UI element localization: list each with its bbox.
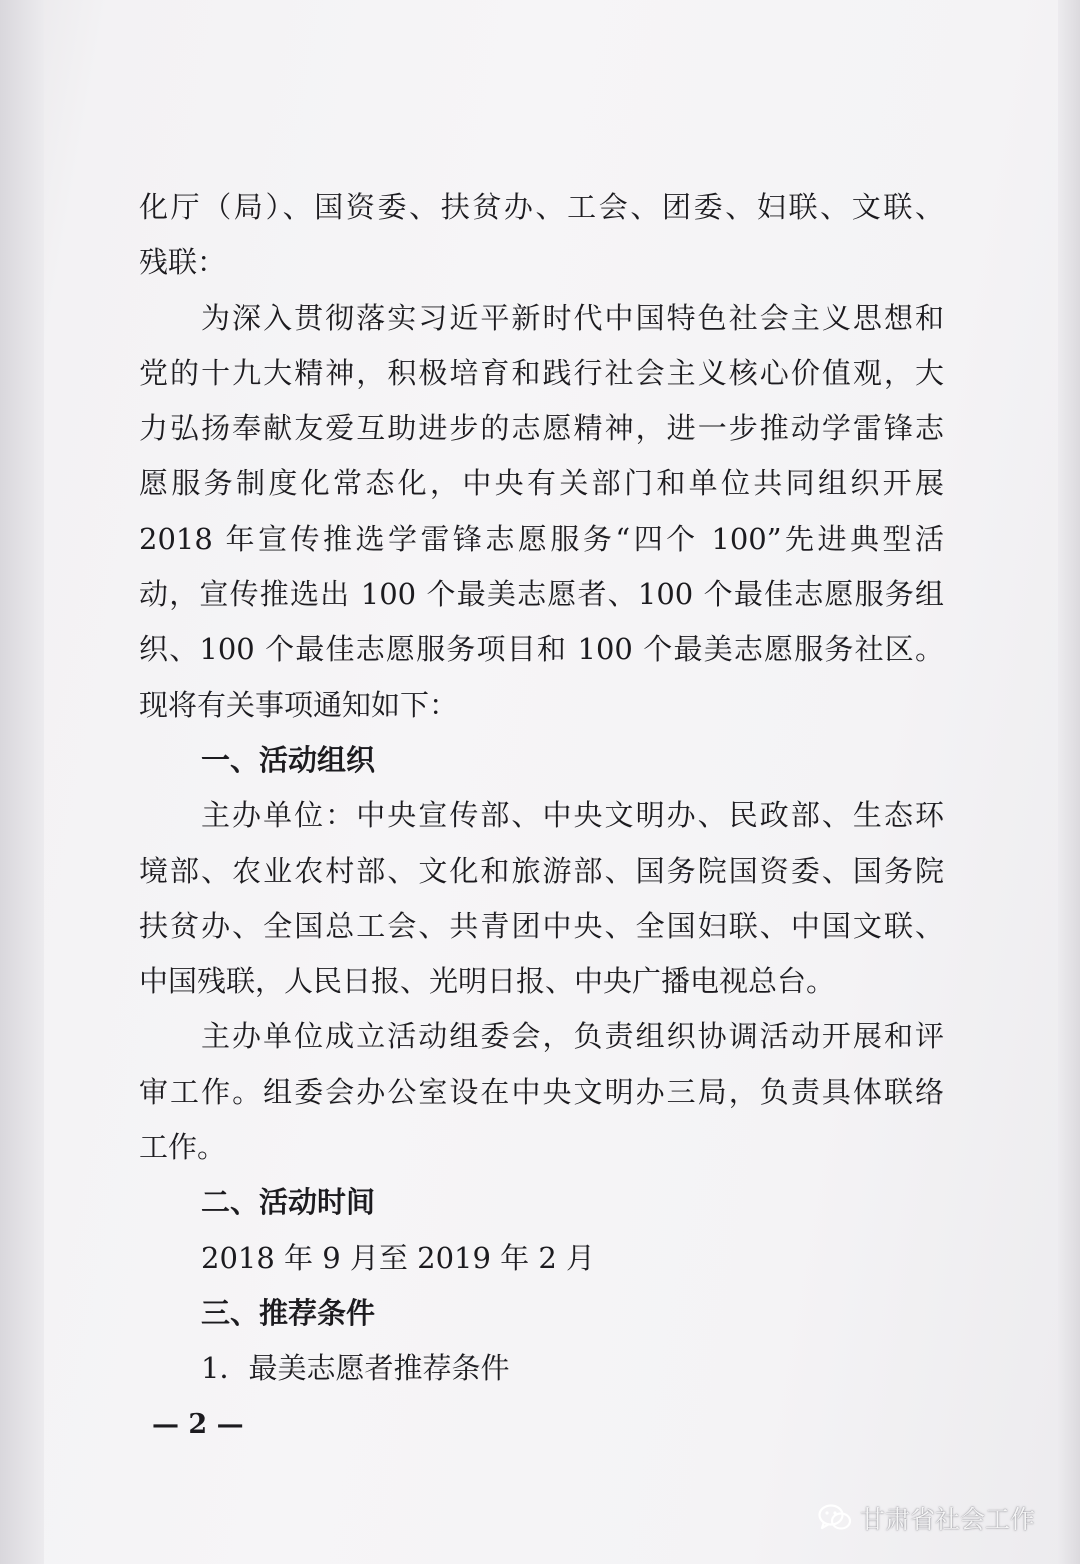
page-shadow-right <box>1058 0 1080 1564</box>
body-line: 残联： <box>139 245 227 280</box>
paragraph-first-line: 主办单位：中央宣传部、中央文明办、民政部、生态环 <box>201 798 944 833</box>
body-line: 2018 年 9 月至 2019 年 2 月 <box>201 1240 596 1275</box>
section-heading: 二、活动时间 <box>201 1185 376 1220</box>
body-line: 审工作。组委会办公室设在中央文明办三局，负责具体联络 <box>139 1074 944 1109</box>
body-line: 中国残联，人民日报、光明日报、中央广播电视总台。 <box>139 964 836 999</box>
body-line: 2018 年宣传推选学雷锋志愿服务“四个 100”先进典型活 <box>139 521 944 556</box>
body-line: 工作。 <box>139 1130 227 1165</box>
document-body <box>139 180 944 1397</box>
paragraph-first-line: 为深入贯彻落实习近平新时代中国特色社会主义思想和 <box>201 300 944 335</box>
body-line: 境部、农业农村部、文化和旅游部、国务院国资委、国务院 <box>139 853 944 888</box>
body-line: 党的十九大精神，积极培育和践行社会主义核心价值观，大 <box>139 355 944 390</box>
body-line: 动，宣传推选出 100 个最美志愿者、100 个最佳志愿服务组 <box>139 577 944 612</box>
body-line: 力弘扬奉献友爱互助进步的志愿精神，进一步推动学雷锋志 <box>139 411 944 446</box>
paragraph-first-line: 主办单位成立活动组委会，负责组织协调活动开展和评 <box>201 1019 944 1054</box>
page-number: — 2 — <box>152 1409 244 1440</box>
body-line: 扶贫办、全国总工会、共青团中央、全国妇联、中国文联、 <box>139 908 944 943</box>
watermark <box>818 1498 1035 1538</box>
wechat-icon <box>818 1503 852 1533</box>
page-shadow-left <box>0 0 44 1564</box>
subsection-heading: 1．最美志愿者推荐条件 <box>201 1351 510 1386</box>
watermark-text: 甘肃省社会工作 <box>860 1505 1036 1534</box>
section-heading: 三、推荐条件 <box>201 1295 376 1330</box>
body-line: 愿服务制度化常态化，中央有关部门和单位共同组织开展 <box>139 466 944 501</box>
body-line: 现将有关事项通知如下： <box>139 687 459 722</box>
body-line: 化厅（局）、国资委、扶贫办、工会、团委、妇联、文联、 <box>139 190 944 224</box>
section-heading: 一、活动组织 <box>201 742 376 777</box>
body-line: 织、100 个最佳志愿服务项目和 100 个最美志愿服务社区。 <box>139 632 944 667</box>
